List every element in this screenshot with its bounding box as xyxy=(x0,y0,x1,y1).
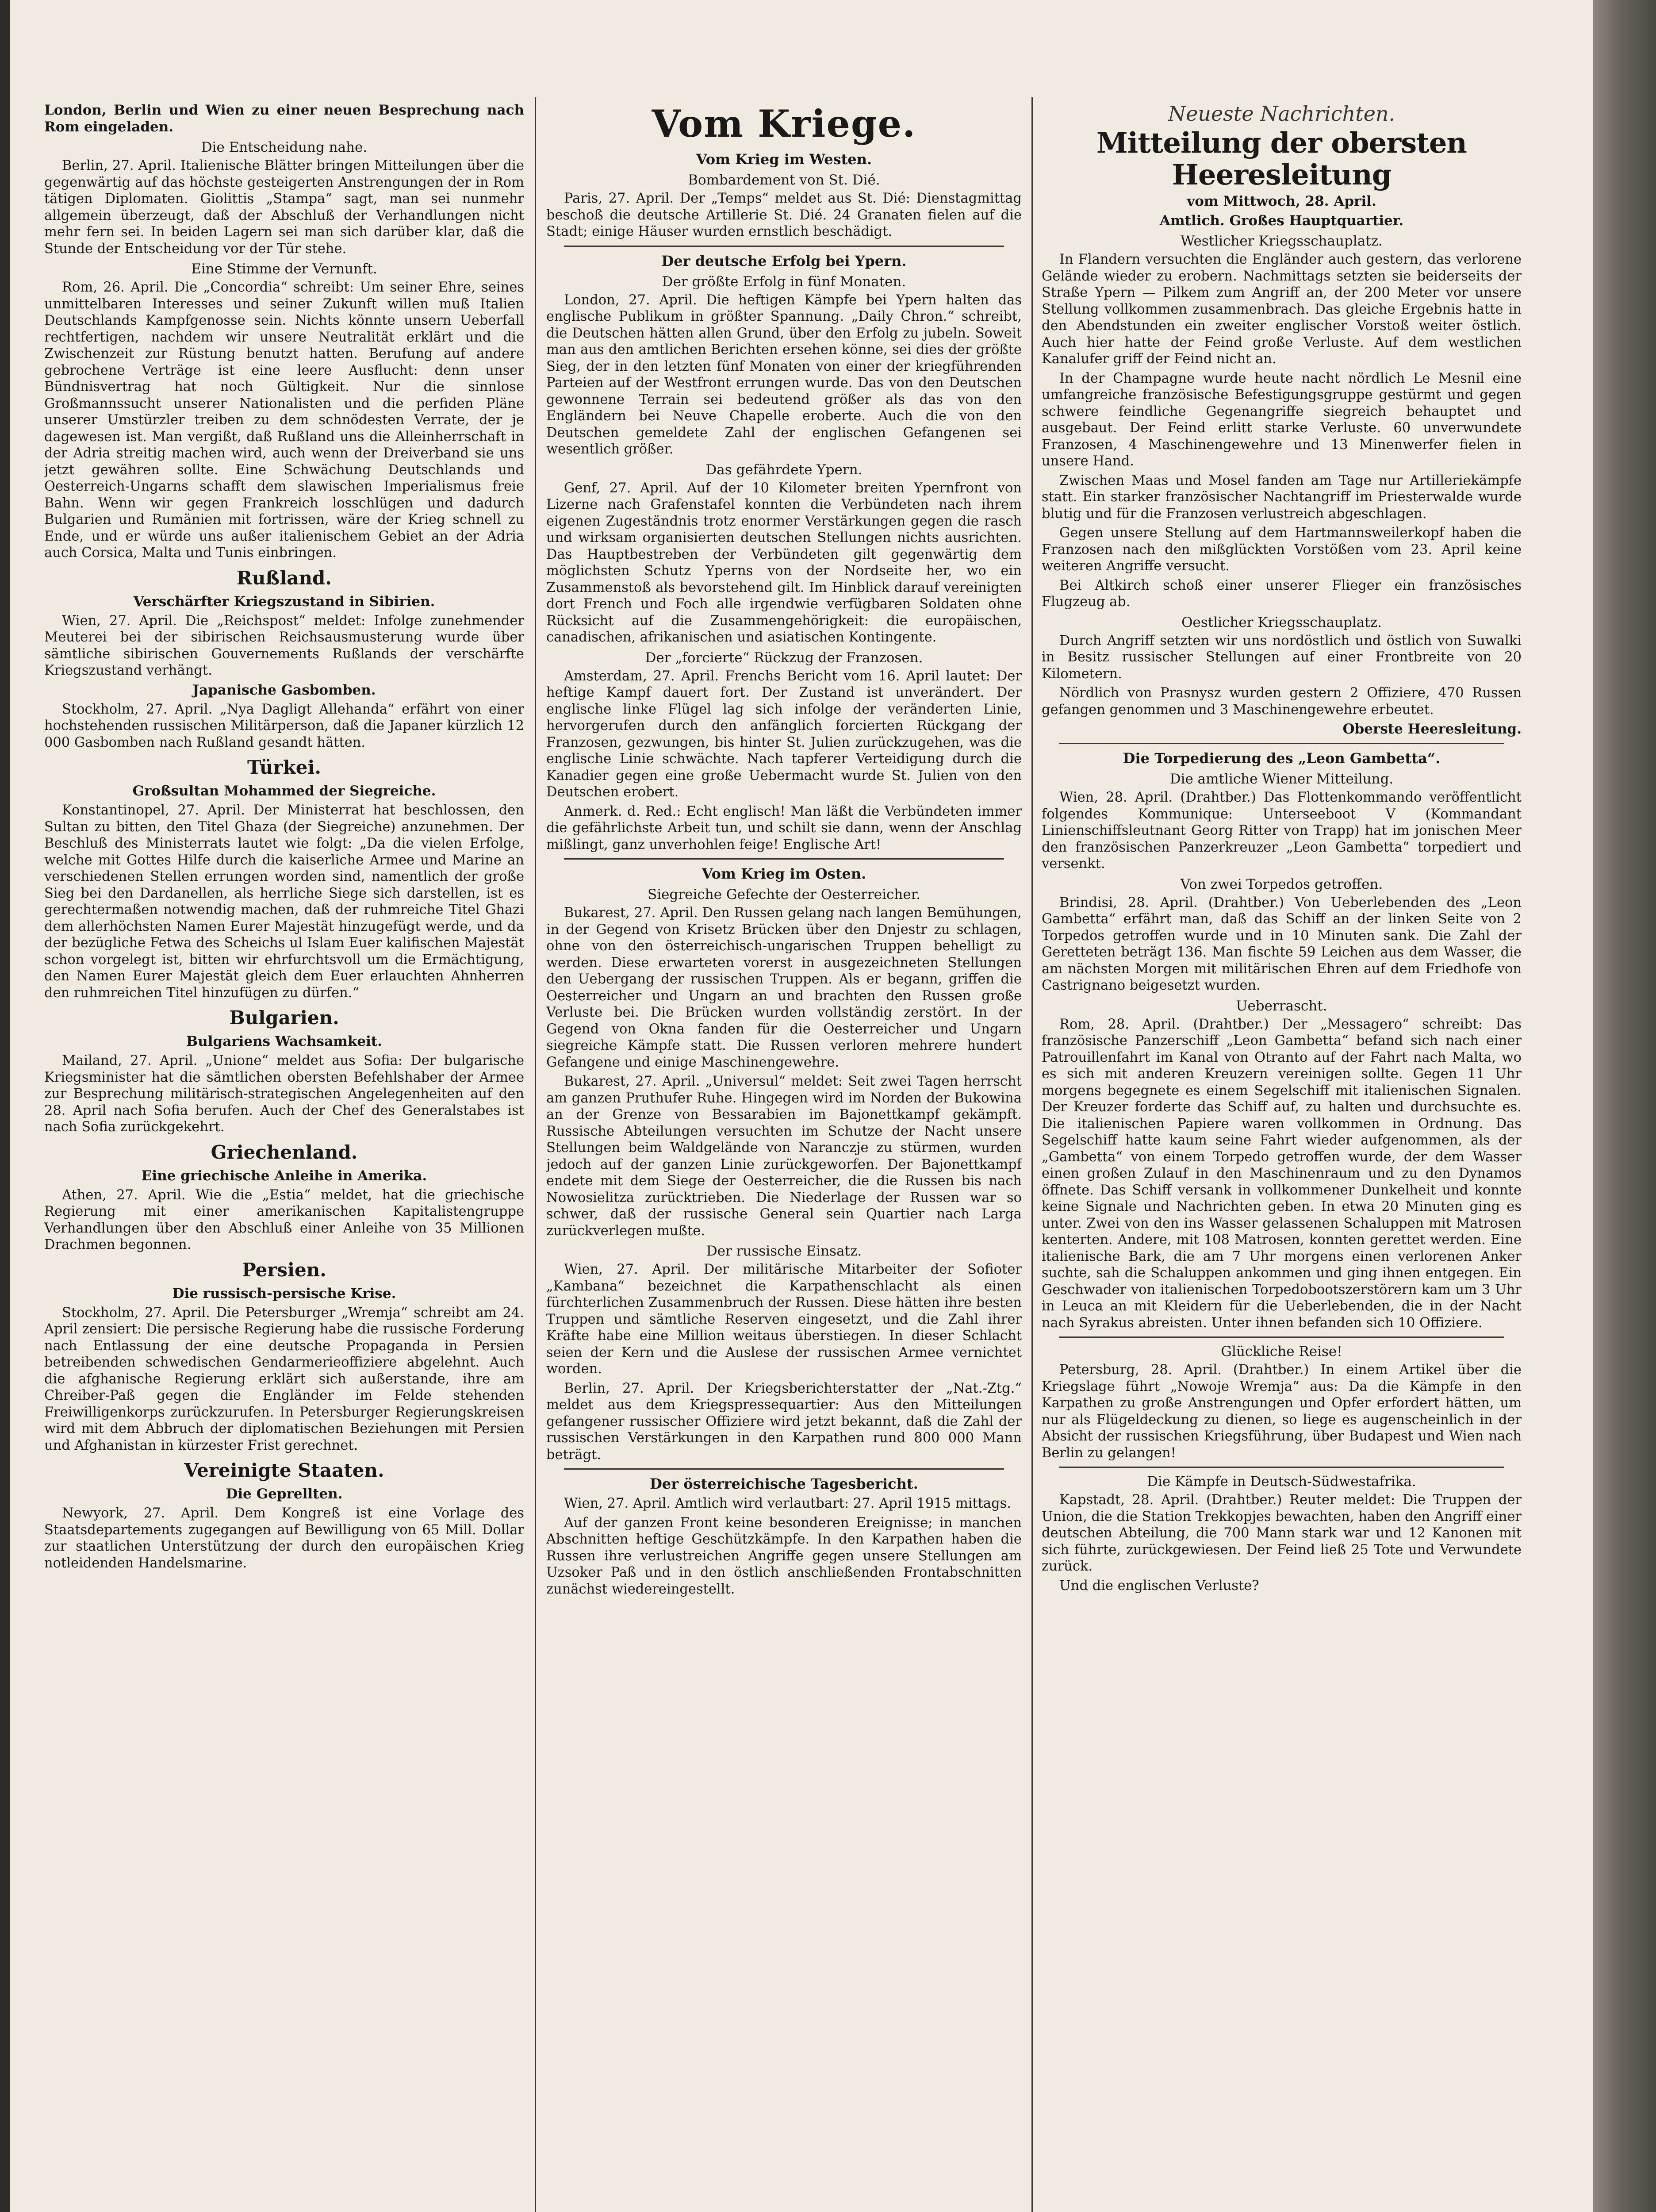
column-3 xyxy=(1042,102,1522,2212)
divider xyxy=(564,246,1004,247)
heeresleitung-title: Mitteilung der obersten Heeresleitung xyxy=(1096,127,1467,192)
subheading-groesste: Der größte Erfolg in fünf Monaten. xyxy=(662,273,906,290)
section-heading-tagesbericht: Der österreichische Tagesbericht. xyxy=(650,1475,918,1492)
subheading-vernunft: Eine Stimme der Vernunft. xyxy=(191,261,377,277)
article-paragraph: Bukarest, 27. April. „Universul“ meldet: Seit zwei Tagen herrscht am ganzen Pruthufer Ruhe. Hingegen wird im Norden der Bukowina an der Grenze von Bessarabien im Bajonettkampf gekämpft. Russische Abteilungen versuchten im Schutze der Nacht unsere Stellungen beim Waldgelände von Naranczje zu stürmen, wurden jedoch auf der ganzen Linie zurückgeworfen. Der Bajonettkampf endete mit dem Siege der Oesterreicher, die die Russen bis nach Nowosielitza zurücktrieben. Die Niederlage der Russen war so schwer, daß der russische General sein Quartier nach Larga zurückverlegen mußte. xyxy=(546,1074,1022,1239)
subheading-wiener: Die amtliche Wiener Mitteilung. xyxy=(1169,771,1394,787)
section-heading-russland: Rußland. xyxy=(236,567,332,589)
subheading-grosssultan: Großsultan Mohammed der Siegreiche. xyxy=(132,783,436,799)
section-heading-westen: Vom Krieg im Westen. xyxy=(696,151,872,168)
lead-line: London, Berlin und Wien zu einer neuen Besprechung nach Rom eingeladen. xyxy=(44,102,524,135)
subheading-krise: Die russisch-persische Krise. xyxy=(172,1285,396,1302)
article-paragraph: Wien, 27. April. Amtlich wird verlautbart: 27. April 1915 mittags. xyxy=(564,1496,1011,1511)
report-date: vom Mittwoch, 28. April. xyxy=(1187,193,1376,209)
article-paragraph: Athen, 27. April. Wie die „Estia“ meldet, hat die griechische Regierung mit einer amerikanischen Kapitalistengruppe Verhandlungen über den Abschluß einer Anleihe von 35 Millionen Drachmen begonnen. xyxy=(44,1187,524,1252)
article-paragraph: Paris, 27. April. Der „Temps“ meldet aus St. Dié: Dienstagmittag beschoß die deutsche Artillerie St. Dié. 24 Granaten fielen auf die Stadt; einige Häuser wurden ernstlich beschädigt. xyxy=(546,191,1022,239)
article-paragraph: Stockholm, 27. April. Die Petersburger „Wremja“ schreibt am 24. April zensiert: Die persische Regierung habe die russische Forderung nach Entlassung der eine deutsche Propaganda in Persien betreibenden schwedischen Gendarmerieoffiziere abgelehnt. Auch die afghanische Regierung erklärt sich außerstande, ihre am Chreiber-Paß gegen die Engländer im Felde stehenden Freiwilligenkorps zurückzurufen. In Petersburger Regierungskreisen wird mit dem Abbruch der diplomatischen Beziehungen mit Persien und Afghanistan in kürzester Frist gerechnet. xyxy=(44,1305,524,1453)
subheading-gasbomben: Japanische Gasbomben. xyxy=(192,682,376,698)
subheading-forcierte: Der „forcierte“ Rückzug der Franzosen. xyxy=(645,649,923,666)
column-1 xyxy=(44,102,524,2212)
article-paragraph: London, 27. April. Die heftigen Kämpfe bei Ypern halten das englische Publikum in größter Spannung. „Daily Chron.“ schreibt, die Deutschen hätten allen Grund, über den Erfolg zu jubeln. Soweit man aus den amtlichen Berichten ersehen könne, sei dies der größte Sieg, der in den letzten fünf Monaten von einer der kriegführenden Parteien auf der Westfront errungen wurde. Das von den Deutschen gewonnene Terrain sei bedeutend größer als das von den Engländern bei Neuve Chapelle eroberte. Auch die von den Deutschen gemeldete Zahl der englischen Gefangenen sei wesentlich größer. xyxy=(546,292,1022,457)
editor-note: Anmerk. d. Red.: Echt englisch! Man läßt die Verbündeten immer die gefährlichste Arbeit tun, und schilt sie dann, wenn der Anschlag mißlingt, ganz unverhohlen feige! Englische Art! xyxy=(546,803,1022,853)
column-rule-1 xyxy=(535,97,536,2212)
article-paragraph: Auf der ganzen Front keine besonderen Ereignisse; in manchen Abschnitten heftige Geschützkämpfe. In den Karpathen haben die Russen ihre verlustreichen Angriffe gegen unsere Stellungen am Uzsoker Paß und in den östlich anschließenden Frontabschnitten zunächst wiedereingestellt. xyxy=(546,1515,1022,1597)
subheading-entscheidung: Die Entscheidung nahe. xyxy=(201,139,368,155)
subheading-bombardement: Bombardement von St. Dié. xyxy=(688,172,880,188)
divider xyxy=(1059,743,1504,744)
article-paragraph: In der Champagne wurde heute nacht nördlich Le Mesnil eine umfangreiche französische Befestigungsgruppe gestürmt und gegen schwere feindliche Gegenangriffe siegreich behauptet und ausgebaut. Der Feind erlitt starke Verluste. 60 unverwundete Franzosen, 4 Maschinengewehre und 13 Minenwerfer fielen in unsere Hand. xyxy=(1042,370,1522,469)
article-paragraph: Und die englischen Verluste? xyxy=(1059,1578,1259,1594)
subheading-ost: Oestlicher Kriegsschauplatz. xyxy=(1181,614,1382,630)
kicker-neueste: Neueste Nachrichten. xyxy=(1168,102,1395,126)
article-paragraph: Nördlich von Prasnysz wurden gestern 2 Offiziere, 470 Russen gefangen genommen und 3 Maschinengewehre erbeutet. xyxy=(1042,685,1522,718)
subheading-gefechte: Siegreiche Gefechte der Oesterreicher. xyxy=(647,887,921,902)
section-heading-griechenland: Griechenland. xyxy=(211,1141,358,1163)
page-edge-shadow xyxy=(1593,0,1656,2212)
section-heading-staaten: Vereinigte Staaten. xyxy=(184,1459,384,1481)
report-source: Amtlich. Großes Hauptquartier. xyxy=(1159,213,1404,229)
column-2 xyxy=(546,102,1022,2212)
article-paragraph: Berlin, 27. April. Der Kriegsberichterstatter der „Nat.-Ztg.“ meldet aus dem Kriegspressequartier: Aus den Mitteilungen gefangener russischer Offiziere wird jetzt bekannt, daß die Zahl der russischen Verstärkungen in den Karpathen rund 800 000 Mann beträgt. xyxy=(546,1380,1022,1463)
article-paragraph: Bei Altkirch schoß einer unserer Flieger ein französisches Flugzeug ab. xyxy=(1042,577,1522,610)
article-paragraph: Wien, 28. April. (Drahtber.) Das Flottenkommando veröffentlicht folgendes Kommunique: Unterseeboot V (Kommandant Linienschiffsleutnant Georg Ritter von Trapp) hat im jonischen Meer den französischen Panzerkreuzer „Leon Gambetta“ torpediert und versenkt. xyxy=(1042,790,1522,872)
divider xyxy=(564,1468,1004,1470)
article-paragraph: Genf, 27. April. Auf der 10 Kilometer breiten Ypernfront von Lizerne nach Grafenstafel konnten die Verbündeten nach ihrem eigenen Zugeständnis trotz enormer Verstärkungen gegen die rasch und wirksam organisierten deutschen Stellungen nichts ausrichten. Das Hauptbestreben der Verbündeten gilt gegenwärtig dem möglichsten Schutz Yperns von der Nordseite her, wo ein Zusammenstoß als bevorstehend gilt. Im Hinblick darauf vereinigten dort French und Foch alle irgendwie verfügbaren Soldaten ohne Rücksicht auf die Zusammengehörigkeit: die europäischen, canadischen, afrikanischen und asiatischen Kontingente. xyxy=(546,480,1022,645)
section-heading-osten: Vom Krieg im Osten. xyxy=(702,865,866,882)
article-paragraph: Rom, 26. April. Die „Concordia“ schreibt: Um seiner Ehre, seines unmittelbaren Interesses und seiner Zukunft willen muß Italien Deutschlands Kampfgenosse sein. Nichts könnte unsern Ueberfall rechtfertigen, nachdem wir unsere Neutralität erklärt und die Zwischenzeit zur Rüstung benutzt hatten. Berufung auf andere gebrochene Verträge ist eine leere Ausflucht: denn unser Bündnisvertrag hat noch Gültigkeit. Nur die sinnlose Großmannssucht unserer Nationalisten und die perfiden Pläne unserer Umstürzler treiben zu dem schnödesten Verrate, der je dagewesen ist. Man vergißt, daß Rußland uns die Alleinherrschaft in der Adria streitig machen wird, auch wenn der Dreiverband sie uns jetzt gewähren sollte. Eine Schwächung Deutschlands und Oesterreich-Ungarns schafft dem slawischen Imperialismus freie Bahn. Wenn wir gegen Frankreich losschlügen und dadurch Bulgarien und Rumänien mit fortrissen, wäre der Krieg schnell zu Ende, und er würde uns außer italienischem Gebiet an der Adria auch Corsica, Malta und Tunis einbringen. xyxy=(44,280,524,561)
article-paragraph: Wien, 27. April. Der militärische Mitarbeiter der Sofioter „Kambana“ bezeichnet die Karpathenschlacht als einen fürchterlichen Zusammenbruch der Russen. Diese hätten ihre besten Truppen und sämtliche Reserven eingesetzt, und die Zahl ihrer Kräfte habe eine Million weitaus überstiegen. In dieser Schlacht seien der Kern und die Auslese der russischen Armee vernichtet worden. xyxy=(546,1262,1022,1377)
divider xyxy=(1059,1467,1504,1468)
scan-edge-left xyxy=(0,0,10,2212)
subheading-torpedos: Von zwei Torpedos getroffen. xyxy=(1180,876,1383,892)
subheading-ueberrascht: Ueberrascht. xyxy=(1236,998,1327,1014)
article-paragraph: Petersburg, 28. April. (Drahtber.) In einem Artikel über die Kriegslage führt „Nowoje Wremja“ aus: Da die Kämpfe in den Karpathen zu große Anstrengungen und Opfer erfordert hätten, um nur als Flügeldeckung zu dienen, so liege es augenscheinlich in der Absicht der russischen Kriegsführung, über Budapest und Wien nach Berlin zu gelangen! xyxy=(1042,1362,1522,1461)
article-paragraph: Mailand, 27. April. „Unione“ meldet aus Sofia: Der bulgarische Kriegsminister hat die sämtlichen obersten Befehlshaber der Armee zur Besprechung militärisch-strategischen Angelegenheiten auf den 28. April nach Sofia berufen. Auch der Chef des Generalstabes ist nach Sofia zurückgekehrt. xyxy=(44,1053,524,1135)
page-title: Vom Kriege. xyxy=(652,102,916,146)
article-paragraph: Gegen unsere Stellung auf dem Hartmannsweilerkopf haben die Franzosen nach den mißglückten Vorstößen vom 23. April keine weiteren Angriffe versucht. xyxy=(1042,525,1522,574)
divider xyxy=(1059,1336,1504,1338)
article-paragraph: Amsterdam, 27. April. Frenchs Bericht vom 16. April lautet: Der heftige Kampf dauert fort. Der Zustand ist unverändert. Der englische linke Flügel lag sich infolge der veränderten Linie, hervorgerufen durch den anfänglich forcierten Rückgang der Franzosen, gezwungen, bis hinter St. Julien zurückzugehen, was die englische Linie schwächte. Nach tapferer Verteidigung durch die Kanadier gegen eine große Uebermacht wurde St. Julien von den Deutschen erobert. xyxy=(546,668,1022,800)
article-paragraph: Newyork, 27. April. Dem Kongreß ist eine Vorlage des Staatsdepartements zugegangen auf Bewilligung von 65 Mill. Dollar zur staatlichen Unterstützung der durch den europäischen Krieg notleidenden Handelsmarine. xyxy=(44,1505,524,1571)
section-heading-ypern: Der deutsche Erfolg bei Ypern. xyxy=(661,252,907,269)
column-rule-2 xyxy=(1031,97,1033,2212)
section-heading-tuerkei: Türkei. xyxy=(247,757,322,778)
subheading-geprellten: Die Geprellten. xyxy=(226,1486,343,1502)
article-paragraph: Wien, 27. April. Die „Reichspost“ meldet: Infolge zunehmender Meuterei bei der sibirischen Reichsausmusterung wurde über sämtliche sibirischen Gouvernements Rußlands der verschärfte Kriegszustand verhängt. xyxy=(44,613,524,678)
section-heading-persien: Persien. xyxy=(242,1259,326,1281)
article-paragraph: Konstantinopel, 27. April. Der Ministerrat hat beschlossen, den Sultan zu bitten, den Titel Ghaza (der Siegreiche) anzunehmen. Der Beschluß des Ministerrats lautet wie folgt: „Da die vielen Erfolge, welche mit Gottes Hilfe durch die kaiserliche Armee und Marine an verschiedenen Stellen errungen worden sind, namentlich der große Sieg bei den Dardanellen, als herrliche Siege sich darstellen, ist es gerechtermaßen notwendig machen, daß der ruhmreiche Titel Ghazi dem allerhöchsten Namen Eurer Majestät hinzugefügt werde, und da der bezügliche Fetwa des Scheichs ul Islam Euer kalifischen Majestät schon vorgelegt ist, bitten wir ehrfurchtsvoll um die Ermächtigung, den Namen Eurer Majestät gleich dem Euer erlauchten Ahnherren den ruhmreichen Titel hinzufügen zu dürfen.“ xyxy=(44,803,524,1001)
divider xyxy=(564,858,1004,860)
article-paragraph: Bukarest, 27. April. Den Russen gelang nach langen Bemühungen, in der Gegend von Krisetz Brücken über den Dnjestr zu schlagen, ohne von den österreichisch-ungarischen Truppen behelligt zu werden. Diese erwarteten vorerst in ausgezeichneten Stellungen den Uebergang der russischen Truppen. Als er begann, griffen die Oesterreicher und Ungarn an und brachten den Russen große Verluste bei. Die Brücken wurden vollständig zerstört. In der Gegend von Okna fanden für die Oesterreicher und Ungarn siegreiche Kämpfe statt. Die Russen verloren mehrere hundert Gefangene und einige Maschinengewehre. xyxy=(546,905,1022,1070)
subheading-reise: Glückliche Reise! xyxy=(1221,1344,1342,1359)
subheading-gefaehrdete: Das gefährdete Ypern. xyxy=(705,461,862,478)
subheading-sibirien: Verschärfter Kriegszustand in Sibirien. xyxy=(133,593,435,610)
article-paragraph: Kapstadt, 28. April. (Drahtber.) Reuter meldet: Die Truppen der Union, die die Station Trekkopjes bewachten, haben den Angriff einer deutschen Abteilung, die 700 Mann stark war und 12 Kanonen mit sich führte, zurückgewiesen. Der Feind ließ 25 Tote und Verwundete zurück. xyxy=(1042,1492,1522,1574)
subheading-wachsamkeit: Bulgariens Wachsamkeit. xyxy=(186,1033,382,1049)
subheading-anleihe: Eine griechische Anleihe in Amerika. xyxy=(141,1167,427,1184)
section-heading-gambetta: Die Torpedierung des „Leon Gambetta“. xyxy=(1123,750,1441,767)
subheading-einsatz: Der russische Einsatz. xyxy=(706,1243,862,1259)
subheading-west: Westlicher Kriegsschauplatz. xyxy=(1181,233,1383,249)
section-heading-bulgarien: Bulgarien. xyxy=(229,1007,339,1029)
article-paragraph: Rom, 28. April. (Drahtber.) Der „Messagero“ schreibt: Das französische Panzerschiff „Leon Gambetta“ befand sich nach einer Patrouillenfahrt im Kanal von Otranto auf der Fahrt nach Malta, wo es sich mit anderen Kreuzern vereinigen sollte. Gegen 11 Uhr morgens begegnete es einem Segelschiff mit italienischen Signalen. Der Kreuzer forderte das Schiff auf, zu halten und durchsuchte es. Die italienischen Papiere waren vollkommen in Ordnung. Das Segelschiff hatte kaum seine Fahrt wieder aufgenommen, als der „Gambetta“ von einem Torpedo getroffen wurde, der dem Wasser einen großen Zulauf in den Maschinenraum und zu den Dynamos öffnete. Das Schiff versank in vollkommener Dunkelheit und konnte keine Signale und Nachrichten geben. In etwa 20 Minuten ging es unter. Zwei von den ins Wasser gelassenen Schaluppen mit Matrosen kenterten. Andere, mit 108 Matrosen, konnten gerettet werden. Eine italienische Bark, die am 7 Uhr morgens einen verlorenen Anker suchte, sah die Schaluppen ankommen und ging ihnen entgegen. Ein Geschwader von italienischen Torpedobootszerstörern kam um 3 Uhr in Leuca an mit Kleidern für die Ueberlebenden, die in der Nacht nach Syrakus abreisten. Unter ihnen befanden sich 10 Offiziere. xyxy=(1042,1016,1522,1331)
signature: Oberste Heeresleitung. xyxy=(1342,721,1522,737)
article-paragraph: In Flandern versuchten die Engländer auch gestern, das verlorene Gelände wieder zu erobern. Nachmittags setzten sie beiderseits der Straße Ypern — Pilkem zum Angriff an, der 200 Meter vor unsere Stellung vollkommen zusammenbrach. Das gleiche Ergebnis hatte in den Abendstunden ein zweiter englischer Vorstoß weiter östlich. Auch hier hatte der Feind große Verluste. Auf dem westlichen Kanalufer griff der Feind nicht an. xyxy=(1042,252,1522,367)
subheading-suedwest: Die Kämpfe in Deutsch-Südwestafrika. xyxy=(1147,1474,1416,1490)
article-paragraph: Durch Angriff setzten wir uns nordöstlich und östlich von Suwalki in Besitz russischer Stellungen auf einer Frontbreite von 20 Kilometern. xyxy=(1042,633,1522,682)
article-paragraph: Stockholm, 27. April. „Nya Dagligt Allehanda“ erfährt von einer hochstehenden russischen Militärperson, daß die Japaner kürzlich 12 000 Gasbomben nach Rußland gesandt hätten. xyxy=(44,701,524,750)
article-paragraph: Zwischen Maas und Mosel fanden am Tage nur Artilleriekämpfe statt. Ein starker französischer Nachtangriff im Priesterwalde wurde blutig und für die Franzosen verlustreich abgeschlagen. xyxy=(1042,472,1522,522)
article-paragraph: Berlin, 27. April. Italienische Blätter bringen Mitteilungen über die gegenwärtig auf das höchste gesteigerten Anstrengungen der in Rom tätigen Diplomaten. Giolittis „Stampa“ sagt, man sei nunmehr allgemein überzeugt, daß der Abschluß der Verhandlungen nicht mehr fern sei. In beiden Lagern sei man sich darüber klar, daß die Stunde der Entscheidung vor der Tür stehe. xyxy=(44,158,524,257)
article-paragraph: Brindisi, 28. April. (Drahtber.) Von Ueberlebenden des „Leon Gambetta“ erfährt man, daß das Schiff an der linken Seite von 2 Torpedos getroffen wurde und in 10 Minuten sank. Die Zahl der Geretteten beträgt 136. Man fischte 59 Leichen aus dem Wasser, die am nächsten Morgen mit militärischen Ehren auf dem Friedhofe von Castrignano beigesetzt wurden. xyxy=(1042,895,1522,993)
